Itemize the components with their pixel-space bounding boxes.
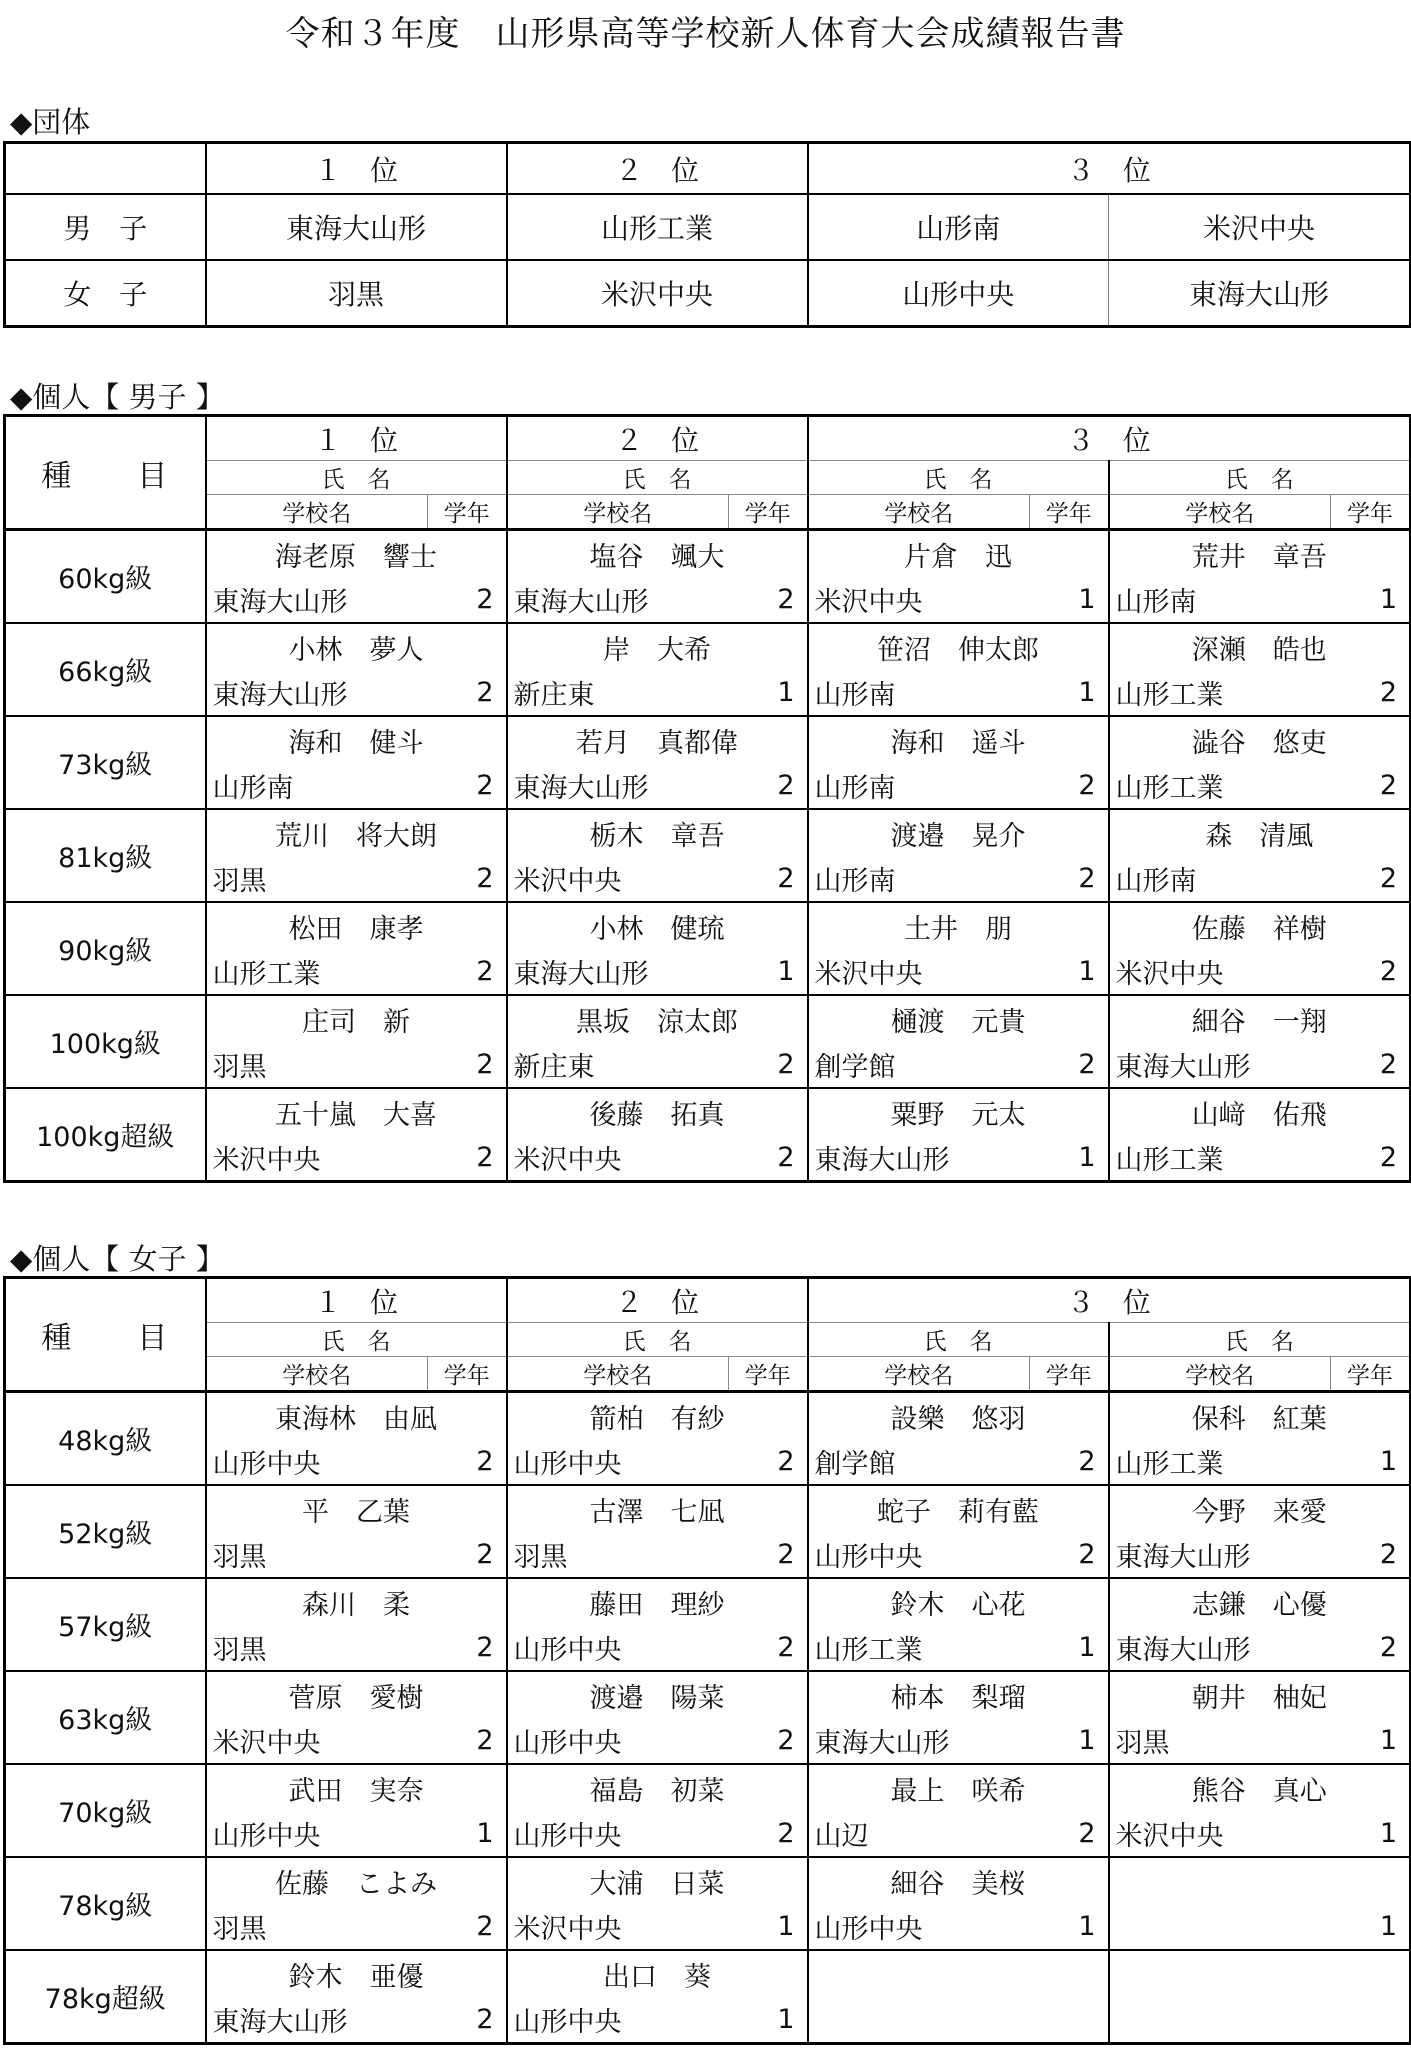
- athlete-name: 海和 遥斗: [808, 716, 1109, 763]
- athlete-grade: 1: [1030, 1718, 1109, 1764]
- athlete-school: 東海大山形: [1109, 1042, 1331, 1088]
- result-row: [5, 1088, 1411, 1135]
- athlete-name: 武田 実奈: [206, 1764, 507, 1811]
- event-label: 66kg級: [5, 623, 206, 716]
- athlete-grade: 1: [1030, 577, 1109, 623]
- athlete-grade: 2: [428, 670, 507, 716]
- athlete-name: 熊谷 真心: [1109, 1764, 1411, 1811]
- athlete-grade: 1: [729, 1997, 808, 2044]
- athlete-name: 五十嵐 大喜: [206, 1088, 507, 1135]
- result-row: [5, 902, 1411, 949]
- athlete-name: 古澤 七凪: [507, 1485, 808, 1532]
- athlete-name: 箭柏 有紗: [507, 1392, 808, 1440]
- grade-header: 学年: [1331, 495, 1411, 530]
- event-label: 48kg級: [5, 1392, 206, 1486]
- athlete-school: 山形工業: [1109, 1135, 1331, 1182]
- grade-header: 学年: [1030, 1357, 1109, 1392]
- result-row: [5, 1950, 1411, 1997]
- team-header-row: [5, 143, 1411, 195]
- athlete-grade: 2: [428, 1718, 507, 1764]
- boys-results-table: [3, 414, 1411, 1183]
- athlete-grade: 2: [729, 1811, 808, 1857]
- school-header: 学校名: [808, 495, 1030, 530]
- athlete-school: 山形南: [808, 856, 1030, 902]
- school-header: 学校名: [206, 495, 428, 530]
- athlete-grade: 2: [729, 1718, 808, 1764]
- athlete-name: 山﨑 佑飛: [1109, 1088, 1411, 1135]
- page-title: 令和３年度 山形県高等学校新人体育大会成績報告書: [285, 14, 1126, 54]
- athlete-grade: 1: [1331, 577, 1411, 623]
- athlete-school: [808, 1997, 1030, 2044]
- header-rank1: １ 位: [206, 416, 507, 461]
- athlete-school: 米沢中央: [808, 949, 1030, 995]
- athlete-name: 菅原 愛樹: [206, 1671, 507, 1718]
- event-label: 73kg級: [5, 716, 206, 809]
- event-label: 78kg超級: [5, 1950, 206, 2044]
- athlete-grade: 2: [428, 949, 507, 995]
- athlete-school: 米沢中央: [206, 1718, 428, 1764]
- athlete-grade: 2: [1331, 1625, 1411, 1671]
- athlete-name: 鈴木 心花: [808, 1578, 1109, 1625]
- athlete-school: 羽黒: [206, 856, 428, 902]
- result-school-row: [5, 949, 1411, 995]
- athlete-name: 笹沼 伸太郎: [808, 623, 1109, 670]
- athlete-school: 山形南: [808, 670, 1030, 716]
- athlete-name: 最上 咲希: [808, 1764, 1109, 1811]
- athlete-grade: 2: [729, 1135, 808, 1182]
- school-header: 学校名: [1109, 495, 1331, 530]
- event-label: 60kg級: [5, 530, 206, 624]
- athlete-name: 荒井 章吾: [1109, 530, 1411, 578]
- athlete-name: 渡邉 晃介: [808, 809, 1109, 856]
- athlete-grade: 2: [729, 1042, 808, 1088]
- athlete-grade: 2: [1331, 1532, 1411, 1578]
- school-header: 学校名: [206, 1357, 428, 1392]
- event-label: 78kg級: [5, 1857, 206, 1950]
- result-school-row: [5, 670, 1411, 716]
- name-header: 氏 名: [507, 461, 808, 495]
- team-header-rank1: １ 位: [206, 143, 507, 195]
- athlete-grade: 2: [1030, 1532, 1109, 1578]
- athlete-name: 庄司 新: [206, 995, 507, 1042]
- result-school-row: [5, 763, 1411, 809]
- athlete-name: 後藤 拓真: [507, 1088, 808, 1135]
- athlete-grade: 2: [1331, 1042, 1411, 1088]
- athlete-grade: 1: [428, 1811, 507, 1857]
- result-school-row: [5, 1042, 1411, 1088]
- result-row: [5, 809, 1411, 856]
- athlete-name: 保科 紅葉: [1109, 1392, 1411, 1440]
- athlete-school: 東海大山形: [206, 670, 428, 716]
- school-header: 学校名: [808, 1357, 1030, 1392]
- athlete-school: 米沢中央: [507, 1135, 729, 1182]
- athlete-grade: 1: [1331, 1811, 1411, 1857]
- header-school-row: [5, 1357, 1411, 1392]
- athlete-school: 米沢中央: [808, 577, 1030, 623]
- athlete-name: 平 乙葉: [206, 1485, 507, 1532]
- athlete-school: 東海大山形: [206, 1997, 428, 2044]
- athlete-name: 渡邉 陽菜: [507, 1671, 808, 1718]
- athlete-school: 新庄東: [507, 1042, 729, 1088]
- athlete-school: 東海大山形: [1109, 1625, 1331, 1671]
- grade-header: 学年: [1331, 1357, 1411, 1392]
- athlete-school: 山形工業: [206, 949, 428, 995]
- athlete-school: 山形中央: [808, 1532, 1030, 1578]
- team-third-a: 山形中央: [808, 260, 1109, 327]
- athlete-name: 佐藤 祥樹: [1109, 902, 1411, 949]
- result-row: [5, 1857, 1411, 1904]
- header-name-row: [5, 1323, 1411, 1357]
- athlete-grade: 2: [428, 1625, 507, 1671]
- athlete-grade: 1: [1331, 1439, 1411, 1485]
- result-school-row: [5, 577, 1411, 623]
- athlete-school: 山辺: [808, 1811, 1030, 1857]
- athlete-name: [808, 1950, 1109, 1997]
- athlete-school: 山形工業: [1109, 1439, 1331, 1485]
- athlete-grade: 2: [1331, 856, 1411, 902]
- grade-header: 学年: [428, 495, 507, 530]
- name-header: 氏 名: [206, 461, 507, 495]
- header-rank3: ３ 位: [808, 1278, 1411, 1323]
- result-school-row: [5, 1439, 1411, 1485]
- athlete-grade: 2: [1030, 763, 1109, 809]
- athlete-grade: 1: [729, 670, 808, 716]
- result-row: [5, 995, 1411, 1042]
- athlete-grade: 2: [1331, 670, 1411, 716]
- athlete-name: 朝井 柚妃: [1109, 1671, 1411, 1718]
- result-school-row: [5, 1811, 1411, 1857]
- athlete-grade: 2: [729, 577, 808, 623]
- result-school-row: [5, 1904, 1411, 1950]
- athlete-grade: 2: [1331, 949, 1411, 995]
- athlete-name: 粟野 元太: [808, 1088, 1109, 1135]
- athlete-school: 山形中央: [507, 1811, 729, 1857]
- grade-header: 学年: [428, 1357, 507, 1392]
- athlete-school: 創学館: [808, 1042, 1030, 1088]
- athlete-school: 山形工業: [808, 1625, 1030, 1671]
- name-header: 氏 名: [808, 461, 1109, 495]
- athlete-grade: 1: [1331, 1904, 1411, 1950]
- athlete-school: 創学館: [808, 1439, 1030, 1485]
- event-label: 63kg級: [5, 1671, 206, 1764]
- result-row: [5, 716, 1411, 763]
- athlete-school: 山形南: [808, 763, 1030, 809]
- athlete-name: 蛇子 莉有藍: [808, 1485, 1109, 1532]
- athlete-name: 福島 初菜: [507, 1764, 808, 1811]
- athlete-name: 樋渡 元貴: [808, 995, 1109, 1042]
- team-row-girls: [5, 260, 1411, 327]
- athlete-name: 東海林 由凪: [206, 1392, 507, 1440]
- team-row-boys: [5, 194, 1411, 260]
- team-row-label: 男 子: [5, 194, 206, 260]
- athlete-name: 深瀬 皓也: [1109, 623, 1411, 670]
- athlete-name: 海老原 響士: [206, 530, 507, 578]
- athlete-school: 東海大山形: [206, 577, 428, 623]
- school-header: 学校名: [507, 495, 729, 530]
- result-school-row: [5, 1625, 1411, 1671]
- section-label-boys: ◆個人【 男子 】: [10, 380, 225, 414]
- athlete-name: 今野 来愛: [1109, 1485, 1411, 1532]
- athlete-grade: 2: [1030, 1042, 1109, 1088]
- result-row: [5, 623, 1411, 670]
- event-label: 100kg超級: [5, 1088, 206, 1182]
- athlete-school: 山形南: [206, 763, 428, 809]
- athlete-name: 細谷 美桜: [808, 1857, 1109, 1904]
- event-header: 種 目: [5, 1278, 206, 1392]
- athlete-grade: 1: [729, 1904, 808, 1950]
- athlete-school: [1109, 1904, 1331, 1950]
- header-rank-row: [5, 1278, 1411, 1323]
- athlete-school: 米沢中央: [1109, 949, 1331, 995]
- athlete-grade: 1: [1030, 670, 1109, 716]
- event-label: 90kg級: [5, 902, 206, 995]
- athlete-name: 片倉 迅: [808, 530, 1109, 578]
- athlete-school: 山形中央: [206, 1811, 428, 1857]
- header-rank2: ２ 位: [507, 416, 808, 461]
- athlete-school: 羽黒: [206, 1042, 428, 1088]
- athlete-name: 大浦 日菜: [507, 1857, 808, 1904]
- athlete-grade: [1030, 1997, 1109, 2044]
- result-row: [5, 1764, 1411, 1811]
- athlete-grade: 2: [428, 1997, 507, 2044]
- athlete-name: 志鎌 心優: [1109, 1578, 1411, 1625]
- section-label-team: ◆団体: [10, 105, 91, 139]
- athlete-school: 羽黒: [206, 1532, 428, 1578]
- athlete-school: 羽黒: [206, 1625, 428, 1671]
- team-third-a: 山形南: [808, 194, 1109, 260]
- athlete-school: 山形中央: [206, 1439, 428, 1485]
- athlete-grade: 2: [428, 856, 507, 902]
- athlete-name: 岸 大希: [507, 623, 808, 670]
- team-header-rank2: ２ 位: [507, 143, 808, 195]
- result-row: [5, 1671, 1411, 1718]
- header-school-row: [5, 495, 1411, 530]
- header-rank3: ３ 位: [808, 416, 1411, 461]
- event-label: 81kg級: [5, 809, 206, 902]
- athlete-grade: 2: [428, 577, 507, 623]
- athlete-grade: 2: [729, 856, 808, 902]
- athlete-name: 森川 柔: [206, 1578, 507, 1625]
- athlete-school: 山形工業: [1109, 670, 1331, 716]
- athlete-grade: 1: [1030, 1135, 1109, 1182]
- team-header-rank3: ３ 位: [808, 143, 1411, 195]
- athlete-name: 海和 健斗: [206, 716, 507, 763]
- athlete-name: 出口 葵: [507, 1950, 808, 1997]
- team-second: 山形工業: [507, 194, 808, 260]
- grade-header: 学年: [729, 1357, 808, 1392]
- athlete-grade: 1: [1030, 949, 1109, 995]
- athlete-name: 荒川 将大朗: [206, 809, 507, 856]
- school-header: 学校名: [1109, 1357, 1331, 1392]
- team-results-table: [3, 141, 1411, 328]
- athlete-name: 森 清風: [1109, 809, 1411, 856]
- athlete-school: 東海大山形: [808, 1135, 1030, 1182]
- athlete-grade: 2: [428, 1904, 507, 1950]
- team-row-label: 女 子: [5, 260, 206, 327]
- grade-header: 学年: [1030, 495, 1109, 530]
- team-first: 羽黒: [206, 260, 507, 327]
- event-header: 種 目: [5, 416, 206, 530]
- athlete-school: 山形中央: [507, 1997, 729, 2044]
- athlete-school: 羽黒: [1109, 1718, 1331, 1764]
- athlete-school: 山形中央: [507, 1439, 729, 1485]
- name-header: 氏 名: [808, 1323, 1109, 1357]
- result-row: [5, 1578, 1411, 1625]
- athlete-grade: 1: [1030, 1904, 1109, 1950]
- grade-header: 学年: [729, 495, 808, 530]
- result-row: [5, 1392, 1411, 1440]
- name-header: 氏 名: [1109, 461, 1411, 495]
- athlete-school: 東海大山形: [507, 577, 729, 623]
- event-label: 70kg級: [5, 1764, 206, 1857]
- athlete-name: 小林 健琉: [507, 902, 808, 949]
- athlete-name: 設樂 悠羽: [808, 1392, 1109, 1440]
- athlete-name: 栃木 章吾: [507, 809, 808, 856]
- athlete-school: 東海大山形: [507, 763, 729, 809]
- result-school-row: [5, 1532, 1411, 1578]
- result-school-row: [5, 1997, 1411, 2044]
- name-header: 氏 名: [206, 1323, 507, 1357]
- athlete-school: 山形工業: [1109, 763, 1331, 809]
- result-school-row: [5, 1718, 1411, 1764]
- team-first: 東海大山形: [206, 194, 507, 260]
- athlete-name: 藤田 理紗: [507, 1578, 808, 1625]
- team-third-b: 米沢中央: [1109, 194, 1411, 260]
- athlete-school: 羽黒: [507, 1532, 729, 1578]
- athlete-grade: 2: [1030, 1439, 1109, 1485]
- result-row: [5, 1485, 1411, 1532]
- athlete-school: 米沢中央: [1109, 1811, 1331, 1857]
- athlete-school: 東海大山形: [507, 949, 729, 995]
- school-header: 学校名: [507, 1357, 729, 1392]
- athlete-name: 土井 朋: [808, 902, 1109, 949]
- event-label: 100kg級: [5, 995, 206, 1088]
- athlete-grade: 2: [428, 1532, 507, 1578]
- header-rank-row: [5, 416, 1411, 461]
- athlete-name: 若月 真都偉: [507, 716, 808, 763]
- athlete-grade: 2: [1331, 763, 1411, 809]
- athlete-grade: 2: [1331, 1135, 1411, 1182]
- athlete-school: 羽黒: [206, 1904, 428, 1950]
- result-school-row: [5, 856, 1411, 902]
- header-rank2: ２ 位: [507, 1278, 808, 1323]
- team-header-blank: [5, 143, 206, 195]
- athlete-school: 米沢中央: [507, 1904, 729, 1950]
- header-name-row: [5, 461, 1411, 495]
- athlete-school: 新庄東: [507, 670, 729, 716]
- result-school-row: [5, 1135, 1411, 1182]
- athlete-school: 山形中央: [507, 1718, 729, 1764]
- athlete-school: 米沢中央: [507, 856, 729, 902]
- athlete-school: 山形中央: [808, 1904, 1030, 1950]
- athlete-school: 山形南: [1109, 856, 1331, 902]
- athlete-name: 黒坂 涼太郎: [507, 995, 808, 1042]
- athlete-school: 東海大山形: [1109, 1532, 1331, 1578]
- name-header: 氏 名: [1109, 1323, 1411, 1357]
- athlete-name: 澁谷 悠吏: [1109, 716, 1411, 763]
- athlete-name: 松田 康孝: [206, 902, 507, 949]
- athlete-grade: 2: [428, 763, 507, 809]
- athlete-grade: 2: [428, 1439, 507, 1485]
- name-header: 氏 名: [507, 1323, 808, 1357]
- athlete-grade: 1: [729, 949, 808, 995]
- athlete-grade: 2: [1030, 1811, 1109, 1857]
- athlete-school: 山形南: [1109, 577, 1331, 623]
- team-third-b: 東海大山形: [1109, 260, 1411, 327]
- athlete-name: 小林 夢人: [206, 623, 507, 670]
- athlete-school: 東海大山形: [808, 1718, 1030, 1764]
- athlete-name: [1109, 1950, 1411, 1997]
- girls-results-table: [3, 1276, 1411, 2045]
- athlete-name: 細谷 一翔: [1109, 995, 1411, 1042]
- athlete-grade: 2: [729, 763, 808, 809]
- event-label: 52kg級: [5, 1485, 206, 1578]
- section-label-girls: ◆個人【 女子 】: [10, 1242, 225, 1276]
- athlete-name: 鈴木 亜優: [206, 1950, 507, 1997]
- athlete-grade: 2: [729, 1625, 808, 1671]
- athlete-grade: 2: [428, 1135, 507, 1182]
- athlete-grade: 1: [1331, 1718, 1411, 1764]
- athlete-school: 米沢中央: [206, 1135, 428, 1182]
- athlete-school: 山形中央: [507, 1625, 729, 1671]
- athlete-grade: 2: [729, 1439, 808, 1485]
- athlete-grade: [1331, 1997, 1411, 2044]
- athlete-name: [1109, 1857, 1411, 1904]
- athlete-grade: 2: [428, 1042, 507, 1088]
- athlete-grade: 1: [1030, 1625, 1109, 1671]
- event-label: 57kg級: [5, 1578, 206, 1671]
- result-row: [5, 530, 1411, 578]
- athlete-name: 佐藤 こよみ: [206, 1857, 507, 1904]
- athlete-school: [1109, 1997, 1331, 2044]
- athlete-grade: 2: [729, 1532, 808, 1578]
- athlete-name: 柿本 梨瑠: [808, 1671, 1109, 1718]
- header-rank1: １ 位: [206, 1278, 507, 1323]
- athlete-grade: 2: [1030, 856, 1109, 902]
- athlete-name: 塩谷 颯大: [507, 530, 808, 578]
- team-second: 米沢中央: [507, 260, 808, 327]
